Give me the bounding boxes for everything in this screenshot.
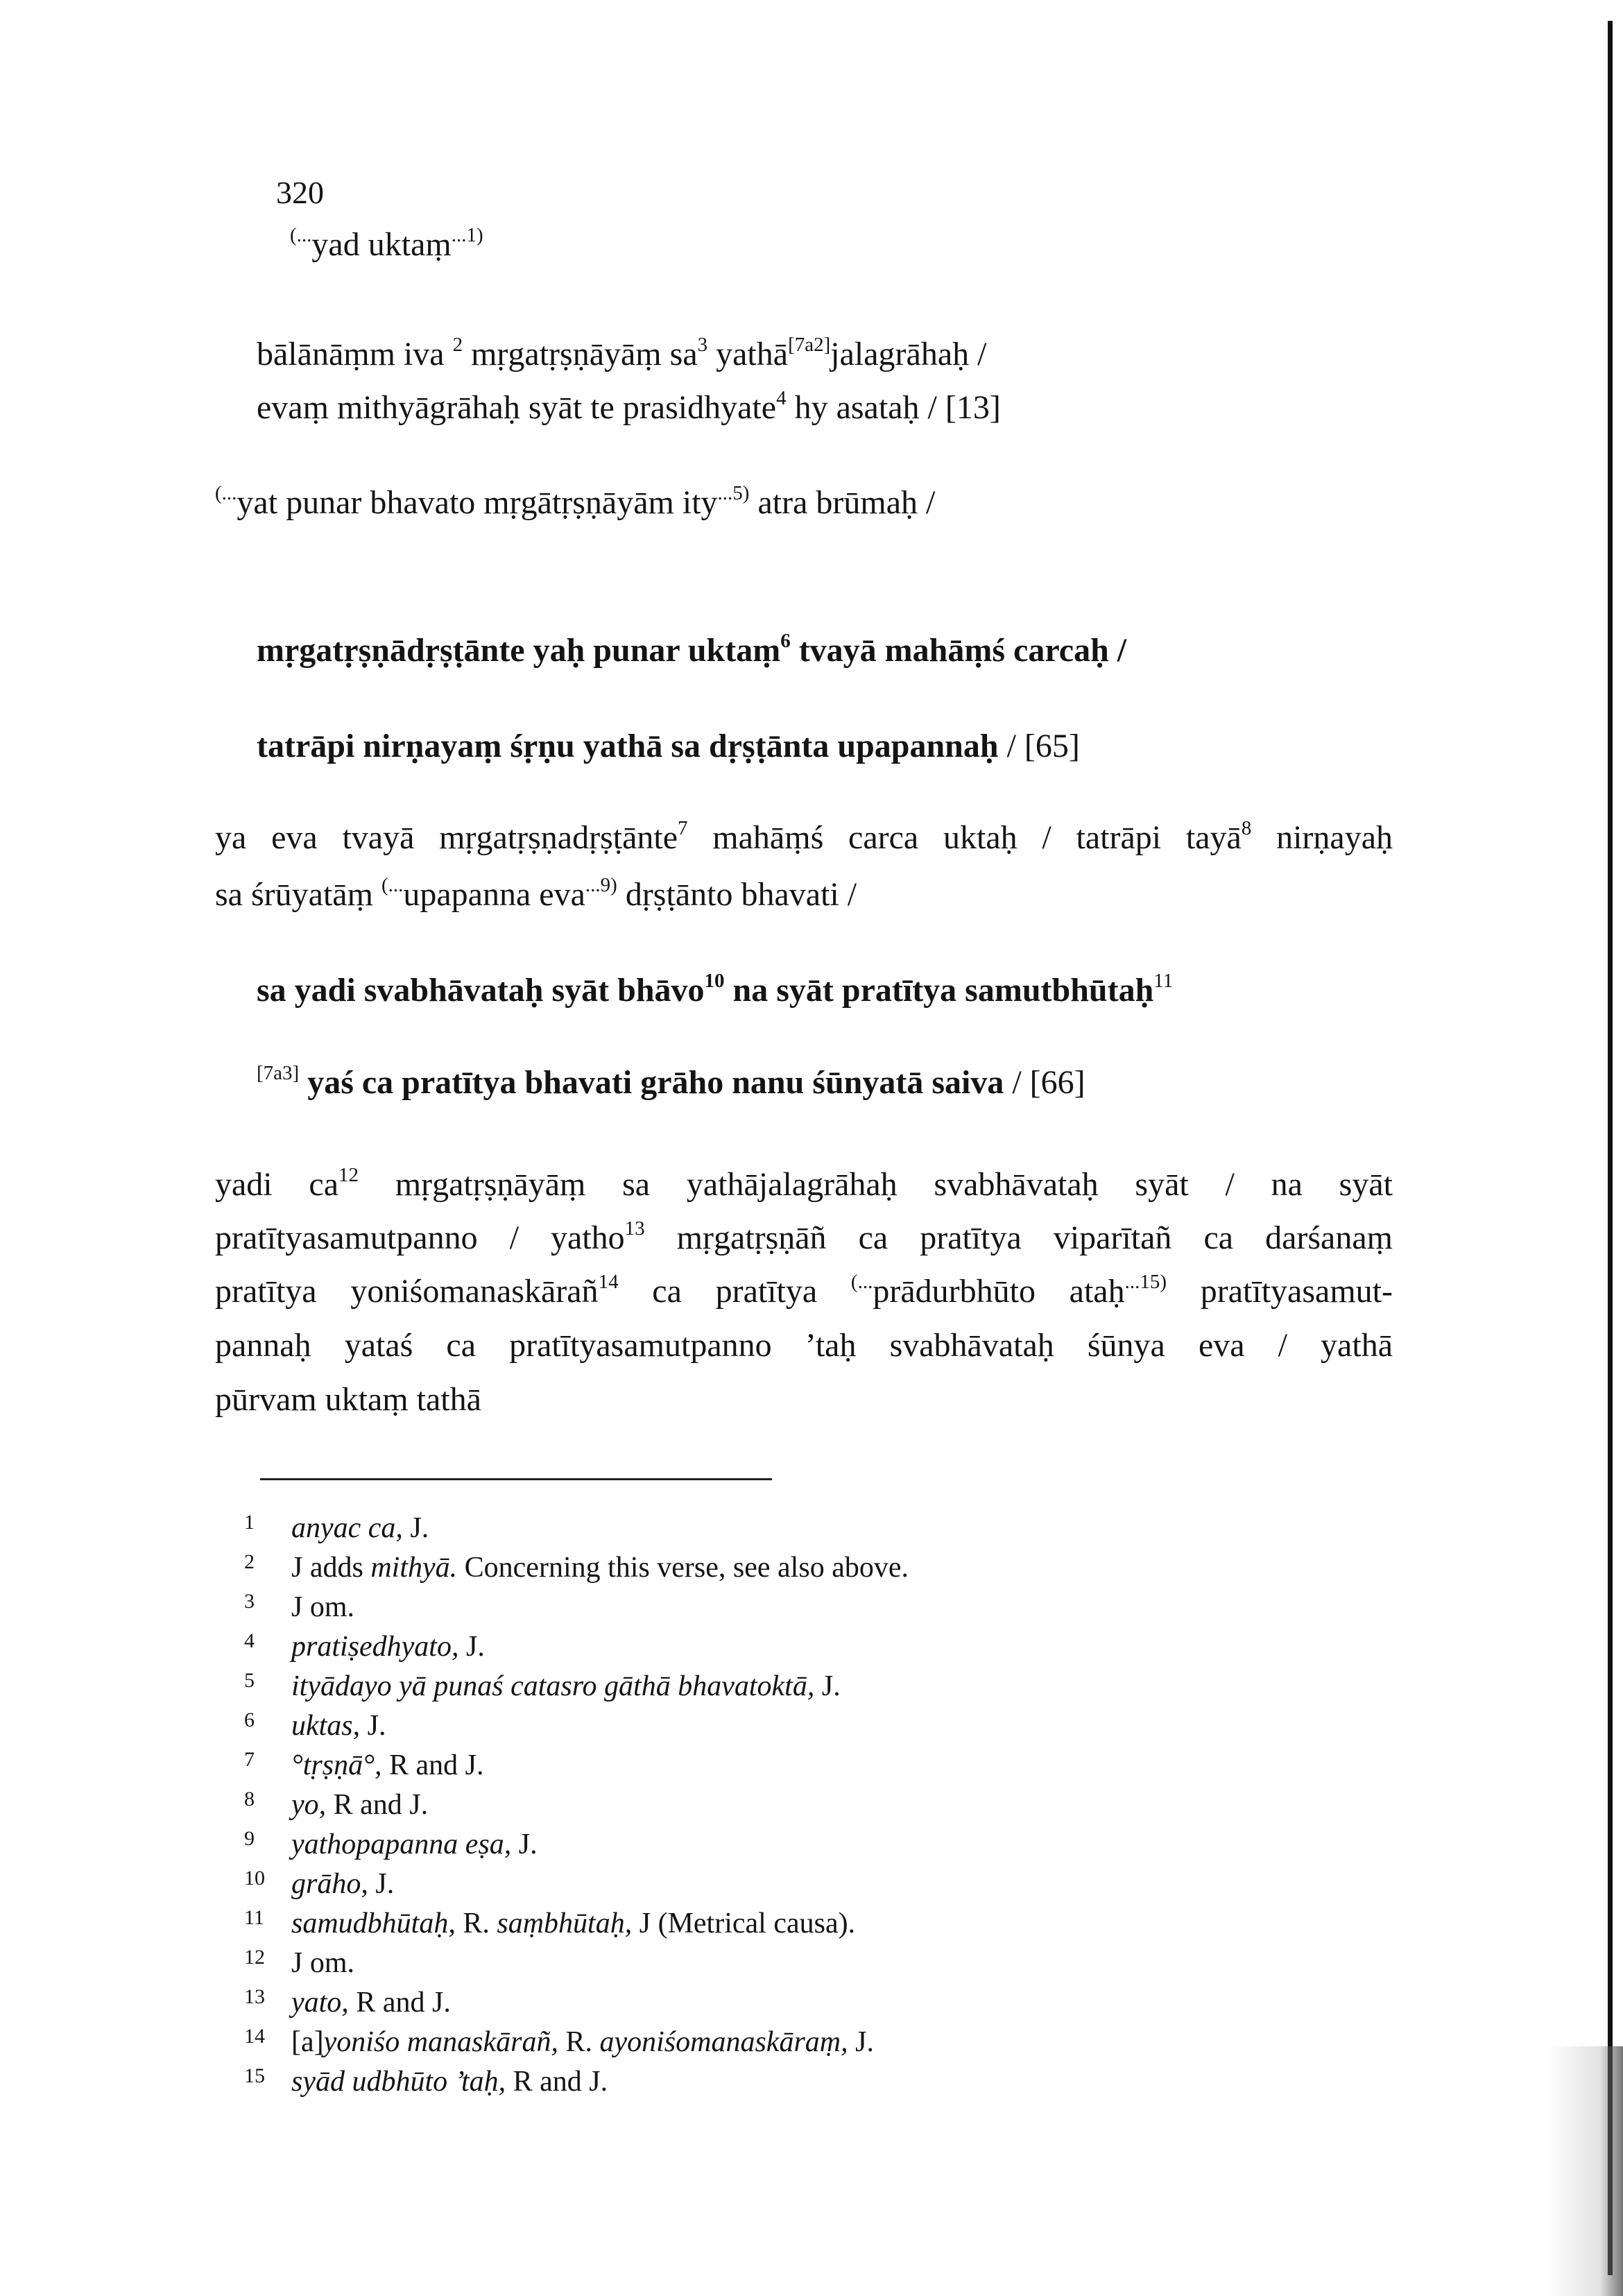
footnote-text: R and J.	[348, 1987, 451, 2019]
verse-66-line-2	[257, 1063, 1085, 1102]
line-text: mṛgatṛṣṇāñ ca pratītya viparītañ ca darśanaṃ	[644, 1219, 1393, 1256]
line-text: evaṃ mithyāgrāhaḥ syāt te prasidhyate	[257, 389, 777, 426]
footnote-text: J.	[360, 1710, 386, 1742]
text-line-4	[215, 483, 935, 522]
footnote-number: 15	[244, 2064, 265, 2087]
footnote-italic: anyac ca,	[291, 1512, 403, 1544]
text-line-14	[215, 1326, 1393, 1365]
footnote-italic: syād udbhūto ’taḥ,	[291, 2066, 506, 2098]
omission-open: (...	[850, 1271, 873, 1293]
footnote-7	[244, 1742, 483, 1783]
line-text: pratītyasamut-	[1167, 1273, 1393, 1310]
text-line-7	[215, 819, 1393, 857]
footnote-2	[244, 1545, 909, 1585]
footnote-number: 8	[244, 1788, 255, 1810]
footnote-number: 12	[244, 1946, 265, 1969]
footnote-14	[244, 2019, 874, 2059]
footnote-number: 3	[244, 1590, 255, 1613]
footnote-text: [a]	[291, 2026, 324, 2058]
footnote-italic: samudbhūtaḥ,	[291, 1908, 456, 1939]
footnote-8	[244, 1782, 428, 1822]
footnote-text: J.	[511, 1828, 538, 1860]
text-line-8	[215, 875, 857, 914]
footnote-ref: 13	[624, 1217, 645, 1240]
footnote-5	[244, 1663, 841, 1704]
line-text: atra brūmaḥ /	[749, 484, 936, 521]
verse-66-line-1	[257, 971, 1173, 1010]
omission-open: (...	[290, 224, 312, 246]
footnote-ref: 3	[697, 334, 708, 356]
footnote-number: 2	[244, 1550, 255, 1573]
footnote-1	[244, 1505, 429, 1545]
line-text: upapanna eva	[403, 876, 585, 913]
footnote-number: 5	[244, 1669, 255, 1692]
verse-65-line-1	[257, 631, 1126, 670]
footnote-11	[244, 1901, 855, 1941]
verse-65-line-2	[257, 727, 1080, 766]
footnote-number: 4	[244, 1629, 255, 1652]
text-line-12	[215, 1219, 1393, 1258]
footnote-number: 7	[244, 1748, 255, 1771]
footnote-number: 10	[244, 1867, 265, 1890]
omission-close: ...15)	[1124, 1271, 1167, 1293]
verse-13-line-1	[257, 335, 986, 374]
line-text: hy asataḥ / [13]	[786, 389, 1001, 426]
footnote-text: R.	[455, 1908, 497, 1939]
footnote-ref: 11	[1153, 970, 1174, 992]
footnote-text: R and J.	[326, 1789, 429, 1821]
line-text: pratītyasamutpanno / yatho	[215, 1219, 625, 1256]
footnote-text: R and J.	[506, 2066, 608, 2098]
line-text: pannaḥ yataś ca pratītyasamutpanno ’taḥ svabhāvataḥ śūnya eva / yathā	[215, 1327, 1393, 1364]
footnote-15	[244, 2059, 608, 2099]
line-text: dṛṣṭānto bhavati /	[617, 876, 857, 913]
footnote-text: J.	[848, 2026, 874, 2058]
footnote-text: J.	[368, 1868, 395, 1900]
page-number: 320	[276, 175, 324, 210]
footnote-text: J (Metrical causa).	[632, 1908, 856, 1939]
footnote-italic: saṃbhūtaḥ,	[497, 1908, 633, 1939]
line-text: / [65]	[998, 728, 1080, 764]
line-text: yadi ca	[215, 1166, 339, 1203]
footnote-italic: yo,	[291, 1789, 327, 1821]
footnote-italic: yathopapanna eṣa,	[291, 1828, 512, 1860]
footnote-ref: 6	[780, 630, 791, 652]
footnote-text: J om.	[291, 1947, 355, 1979]
omission-open: (...	[381, 874, 404, 896]
line-text: mṛgatṛṣṇāyāṃ sa	[463, 336, 698, 372]
footnote-italic: uktas,	[291, 1710, 361, 1742]
line-text: jalagrāhaḥ /	[830, 336, 987, 372]
line-text: mahāṃś carca uktaḥ / tatrāpi tayā	[687, 819, 1242, 856]
line-text: pūrvam uktaṃ tathā	[215, 1381, 481, 1418]
line-text: tvayā mahāṃś carcaḥ /	[790, 632, 1127, 669]
footnote-ref: 14	[598, 1271, 619, 1293]
line-text: ca pratītya	[618, 1273, 851, 1310]
line-text: yathā	[707, 336, 789, 372]
footnote-text: J.	[402, 1512, 429, 1544]
footnote-text: Concerning this verse, see also above.	[457, 1552, 909, 1584]
line-text: ya eva tvayā mṛgatṛṣṇadṛṣṭānte	[215, 819, 678, 856]
footnote-3	[244, 1584, 354, 1625]
folio-ref: [7a3]	[257, 1062, 300, 1084]
line-text: sa śrūyatāṃ	[215, 876, 381, 913]
footnote-text: J.	[814, 1670, 841, 1702]
footnote-ref: 12	[338, 1164, 359, 1186]
text-line-11	[215, 1165, 1393, 1204]
footnote-number: 1	[244, 1511, 255, 1534]
footnote-italic: ityādayo yā punaś catasro gāthā bhavatoktā,	[291, 1670, 815, 1702]
footnote-text: J om.	[291, 1591, 355, 1623]
footnote-ref: 10	[704, 970, 725, 992]
line-text: prādurbhūto ataḥ	[873, 1273, 1125, 1310]
footnote-number: 13	[244, 1985, 265, 2008]
footnote-text: J adds	[291, 1552, 371, 1584]
omission-close: ...1)	[451, 224, 483, 246]
text-line-1	[290, 225, 483, 264]
footnote-ref: 2	[452, 334, 463, 356]
footnote-number: 9	[244, 1827, 255, 1850]
line-text: na syāt pratītya samutbhūtaḥ	[724, 972, 1154, 1009]
line-text: mṛgatṛṣṇādṛṣṭānte yaḥ punar uktaṃ	[257, 632, 781, 669]
line-text: mṛgatṛṣṇāyāṃ sa yathājalagrāhaḥ svabhāvataḥ syāt / na syāt	[359, 1166, 1393, 1203]
footnote-6	[244, 1703, 386, 1743]
folio-ref: [7a2]	[788, 334, 831, 356]
line-text: yat punar bhavato mṛgātṛṣṇāyām ity	[237, 484, 718, 521]
footnote-text: J.	[458, 1631, 485, 1663]
footnote-12	[244, 1940, 354, 1980]
footnote-9	[244, 1822, 538, 1862]
text-line-15	[215, 1380, 481, 1419]
omission-close: ...5)	[717, 482, 750, 504]
footnote-separator	[260, 1478, 772, 1480]
line-text: tatrāpi nirṇayaṃ śṛṇu yathā sa dṛṣṭānta upapannaḥ	[257, 728, 999, 764]
footnote-number: 11	[244, 1906, 264, 1929]
footnote-ref: 8	[1241, 817, 1252, 839]
footnote-italic: yato,	[291, 1987, 349, 2019]
footnote-italic: yoniśo manaskārañ,	[323, 2026, 558, 2058]
footnote-ref: 4	[776, 387, 787, 409]
footnote-italic: ayoniśomanaskāraṃ,	[599, 2026, 848, 2058]
text-line-13	[215, 1272, 1393, 1311]
footnote-text: R.	[558, 2026, 600, 2058]
footnote-italic: grāho,	[291, 1868, 368, 1900]
omission-close: ...9)	[585, 874, 617, 896]
line-text: nirṇayaḥ	[1251, 819, 1393, 856]
footnote-italic: °tṛṣṇā°,	[291, 1749, 382, 1781]
footnote-number: 6	[244, 1708, 255, 1731]
line-text: yad uktaṃ	[311, 226, 452, 263]
scan-corner-shadow	[1547, 2046, 1623, 2296]
footnote-number: 14	[244, 2025, 265, 2048]
line-text: yaś ca pratītya bhavati grāho nanu śūnyatā saiva	[299, 1064, 1004, 1101]
footnote-10	[244, 1861, 394, 1901]
footnote-4	[244, 1624, 485, 1664]
footnote-13	[244, 1980, 451, 2020]
omission-open: (...	[215, 482, 237, 504]
footnote-ref: 7	[678, 817, 688, 839]
footnote-text: R and J.	[381, 1749, 484, 1781]
line-text: bālānāṃm iva	[257, 336, 453, 372]
page-edge-shadow	[1608, 21, 1613, 2275]
line-text: sa yadi svabhāvataḥ syāt bhāvo	[257, 972, 705, 1009]
verse-13-line-2	[257, 388, 1001, 427]
line-text: pratītya yoniśomanaskārañ	[215, 1273, 599, 1310]
footnote-italic: pratiṣedhyato,	[291, 1631, 459, 1663]
line-text: / [66]	[1004, 1064, 1085, 1101]
footnote-italic: mithyā.	[370, 1552, 458, 1584]
